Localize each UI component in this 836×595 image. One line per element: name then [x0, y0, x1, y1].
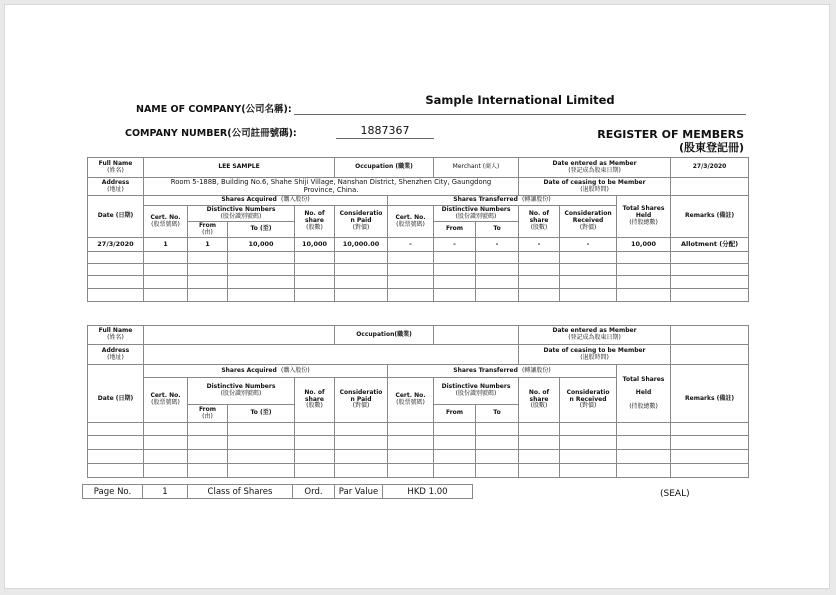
shares-transferred-header-2: Shares Transferred (轉讓股份): [388, 365, 617, 378]
occupation-value-2: [434, 326, 519, 345]
company-name-label: NAME OF COMPANY(公司名稱):: [136, 104, 292, 115]
shares-acquired-header-2: Shares Acquired (購入股份): [144, 365, 388, 378]
member-table-1: [87, 157, 749, 302]
distinctive-numbers-header: Distinctive Numbers (股份識別號碼): [188, 206, 295, 222]
member-table-2: [87, 325, 749, 478]
address-value: Room 5-188B, Building No.6, Shahe Shiji Village, Nanshan District, Shenzhen City, Gaungdong Province, China.: [144, 178, 519, 196]
date-ceasing-value: [671, 178, 749, 196]
date-header-2: Date (日期): [88, 378, 144, 423]
seal-label: (SEAL): [660, 489, 690, 499]
occupation-value: Merchant (商人): [434, 158, 519, 178]
to-header: To (至): [228, 222, 295, 238]
table-row: [88, 276, 749, 289]
cert-no-header: Cert. No. (股票號碼): [144, 206, 188, 238]
to-header-2: To (至): [228, 405, 295, 423]
t-cert-no-header: Cert. No. (股票號碼): [388, 206, 434, 238]
total-shares-header: Total Shares Held (持股總數): [617, 196, 671, 238]
address-value-2: [144, 345, 519, 365]
page-no-value: 1: [143, 485, 188, 499]
register-title: REGISTER OF MEMBERS: [597, 128, 744, 141]
par-value-label: Par Value: [335, 485, 383, 499]
consideration-received-header: Consideration Received (對價): [560, 206, 617, 238]
remarks-header-2: Remarks (備註): [671, 378, 749, 423]
date-entered-value: 27/3/2020: [671, 158, 749, 178]
occupation-label-2: Occupation(職業): [335, 326, 434, 345]
consideration-paid-header: Consideratio n Paid (對價): [335, 206, 388, 238]
date-ceasing-label: Date of ceasing to be Member (退股時間): [519, 178, 671, 196]
t-to-header: To: [476, 222, 519, 238]
full-name-value: LEE SAMPLE: [144, 158, 335, 178]
consideration-received-header-2: Consideratio n Received (對價): [560, 378, 617, 423]
company-number-underline: [336, 138, 434, 139]
company-number-label: COMPANY NUMBER(公司註冊號碼):: [125, 128, 297, 139]
shares-acquired-header: Shares Acquired (購入股份): [144, 196, 388, 206]
date-ceasing-label-2: Date of ceasing to be Member (退股時間): [519, 345, 671, 365]
occupation-label: Occupation (職業): [335, 158, 434, 178]
table-row: 27/3/2020 1 1 10,000 10,000 10,000.00 - - - - - 10,000 Allotment (分配): [88, 238, 749, 252]
table-row: [88, 252, 749, 264]
footer-table: [82, 484, 473, 499]
no-of-share-header-2: No. of share (股數): [295, 378, 335, 423]
table-row: [88, 423, 749, 436]
t-distinctive-numbers-header: Distinctive Numbers (股份識別號碼): [434, 206, 519, 222]
t-no-of-share-header-2: No. of share (股數): [519, 378, 560, 423]
t-from-header: From: [434, 222, 476, 238]
full-name-label: Full Name (姓名): [88, 158, 144, 178]
t-to-header-2: To: [476, 405, 519, 423]
date-entered-value-2: [671, 326, 749, 345]
address-label-2: Address (地址): [88, 345, 144, 365]
shares-transferred-header: Shares Transferred (轉讓股份): [388, 196, 617, 206]
page-no-label: Page No.: [83, 485, 143, 499]
total-shares-header-2: Total Shares Held (持股總數): [617, 365, 671, 423]
cert-no-header-2: Cert. No. (股票號碼): [144, 378, 188, 423]
company-name-value: Sample International Limited: [425, 93, 615, 107]
t-no-of-share-header: No. of share (股數): [519, 206, 560, 238]
full-name-value-2: [144, 326, 335, 345]
address-label: Address (地址): [88, 178, 144, 196]
t-distinctive-numbers-header-2: Distinctive Numbers (股份識別號碼): [434, 378, 519, 405]
no-of-share-header: No. of share (股數): [295, 206, 335, 238]
table-row: [88, 450, 749, 464]
register-title-zh: (股東登記冊): [678, 141, 744, 154]
t-from-header-2: From: [434, 405, 476, 423]
company-name-underline: [294, 114, 746, 115]
table-row: [88, 264, 749, 276]
full-name-label-2: Full Name (姓名): [88, 326, 144, 345]
date-ceasing-value-2: [671, 345, 749, 365]
consideration-paid-header-2: Consideratio n Paid (對價): [335, 378, 388, 423]
table-row: [88, 464, 749, 478]
company-number-value: 1887367: [360, 124, 410, 137]
class-of-shares-label: Class of Shares: [188, 485, 293, 499]
from-header-2: From (由): [188, 405, 228, 423]
date-header-top-2: [88, 365, 144, 378]
remarks-header: Remarks (備註): [671, 196, 749, 238]
t-cert-no-header-2: Cert. No. (股票號碼): [388, 378, 434, 423]
remarks-header-top-2: [671, 365, 749, 378]
par-value-value: HKD 1.00: [383, 485, 473, 499]
from-header: From (由): [188, 222, 228, 238]
table-row: [88, 436, 749, 450]
date-entered-label: Date entered as Member (登記成為股東日期): [519, 158, 671, 178]
table-row: [88, 289, 749, 302]
distinctive-numbers-header-2: Distinctive Numbers (股份識別號碼): [188, 378, 295, 405]
date-header: Date (日期): [88, 196, 144, 238]
date-entered-label-2: Date entered as Member (登記成為股東日期): [519, 326, 671, 345]
class-of-shares-value: Ord.: [293, 485, 335, 499]
